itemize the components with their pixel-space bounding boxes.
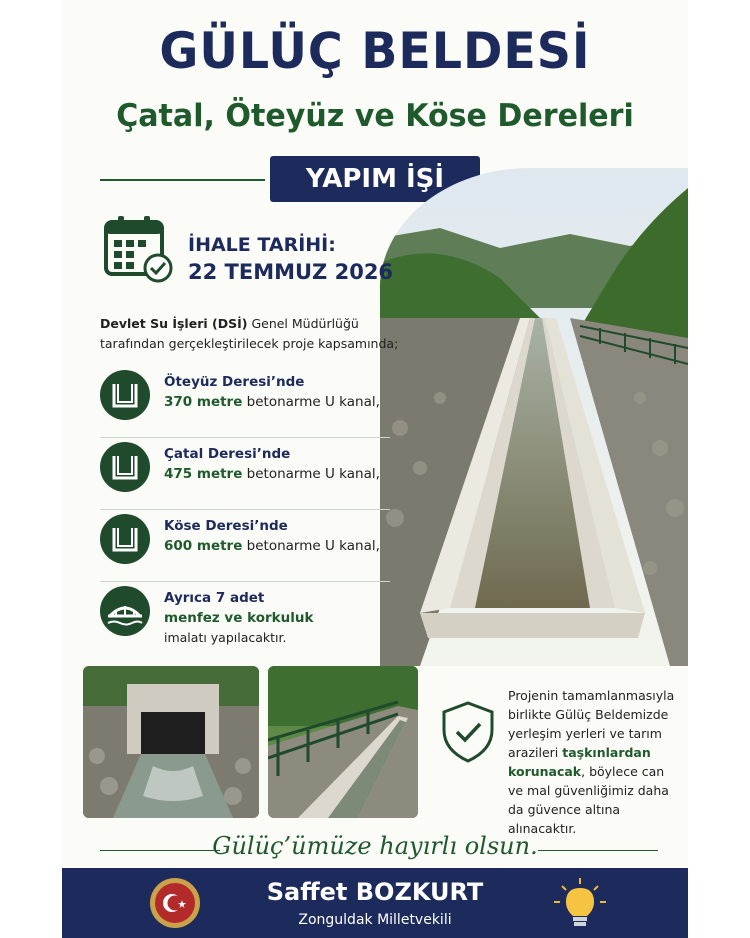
item-title: Öteyüz Deresi’nde: [164, 374, 305, 390]
bridge-icon: [100, 586, 150, 636]
divider-left: [100, 179, 265, 181]
intro-text: [100, 314, 400, 354]
item-title: Köse Deresi’nde: [164, 518, 288, 534]
shield-check-icon: [440, 700, 496, 764]
item-detail: menfez ve korkuluk: [164, 610, 314, 626]
u-channel-icon: [100, 514, 150, 564]
item-detail: 475 metre betonarme U kanal,: [164, 466, 380, 482]
footer-bar: [62, 868, 688, 938]
page-subtitle: Çatal, Öteyüz ve Köse Dereleri: [116, 98, 634, 134]
u-channel-icon: [100, 442, 150, 492]
item-title: Ayrıca 7 adet: [164, 590, 265, 606]
list-item: [100, 582, 390, 666]
ak-party-bulb-icon: [552, 876, 608, 932]
calendar-check-icon: [104, 214, 174, 284]
culvert-photo: [83, 666, 259, 818]
list-item: [100, 366, 390, 438]
benefit-text: Projenin tamamlanmasıyla birlikte Gülüç Beldemizde yerleşim yerleri ve tarım arazileri taşkınlardan korunacak, böylece can ve mal güvenliğimiz daha da güvence altına alınacaktır.: [508, 688, 675, 836]
list-item: [100, 438, 390, 510]
item-detail: 370 metre betonarme U kanal,: [164, 394, 380, 410]
tender-date-value: 22 TEMMUZ 2026: [188, 260, 394, 284]
project-items-list: [100, 366, 390, 666]
railing-channel-photo: [268, 666, 418, 818]
item-detail: 600 metre betonarme U kanal,: [164, 538, 380, 554]
intro-text-2: tarafından gerçekleştirilecek proje kapsamında;: [100, 336, 399, 351]
u-channel-icon: [100, 370, 150, 420]
item-title: Çatal Deresi’nde: [164, 446, 291, 462]
tender-date-label: İHALE TARİHİ:: [188, 234, 336, 256]
benefit-info-box: [430, 672, 688, 836]
intro-text-1: Genel Müdürlüğü: [247, 316, 359, 331]
mp-role: Zonguldak Milletvekili: [298, 912, 452, 928]
item-note: imalatı yapılacaktır.: [164, 630, 287, 645]
mp-name: Saffet BOZKURT: [266, 878, 484, 906]
list-item: [100, 510, 390, 582]
canal-photo: [380, 168, 688, 666]
project-type-badge: YAPIM İŞİ: [270, 156, 480, 202]
intro-org: Devlet Su İşleri (DSİ): [100, 316, 248, 331]
slogan-text: Gülüç’ümüze hayırlı olsun.: [212, 832, 538, 860]
page-title: GÜLÜÇ BELDESİ: [159, 22, 591, 80]
